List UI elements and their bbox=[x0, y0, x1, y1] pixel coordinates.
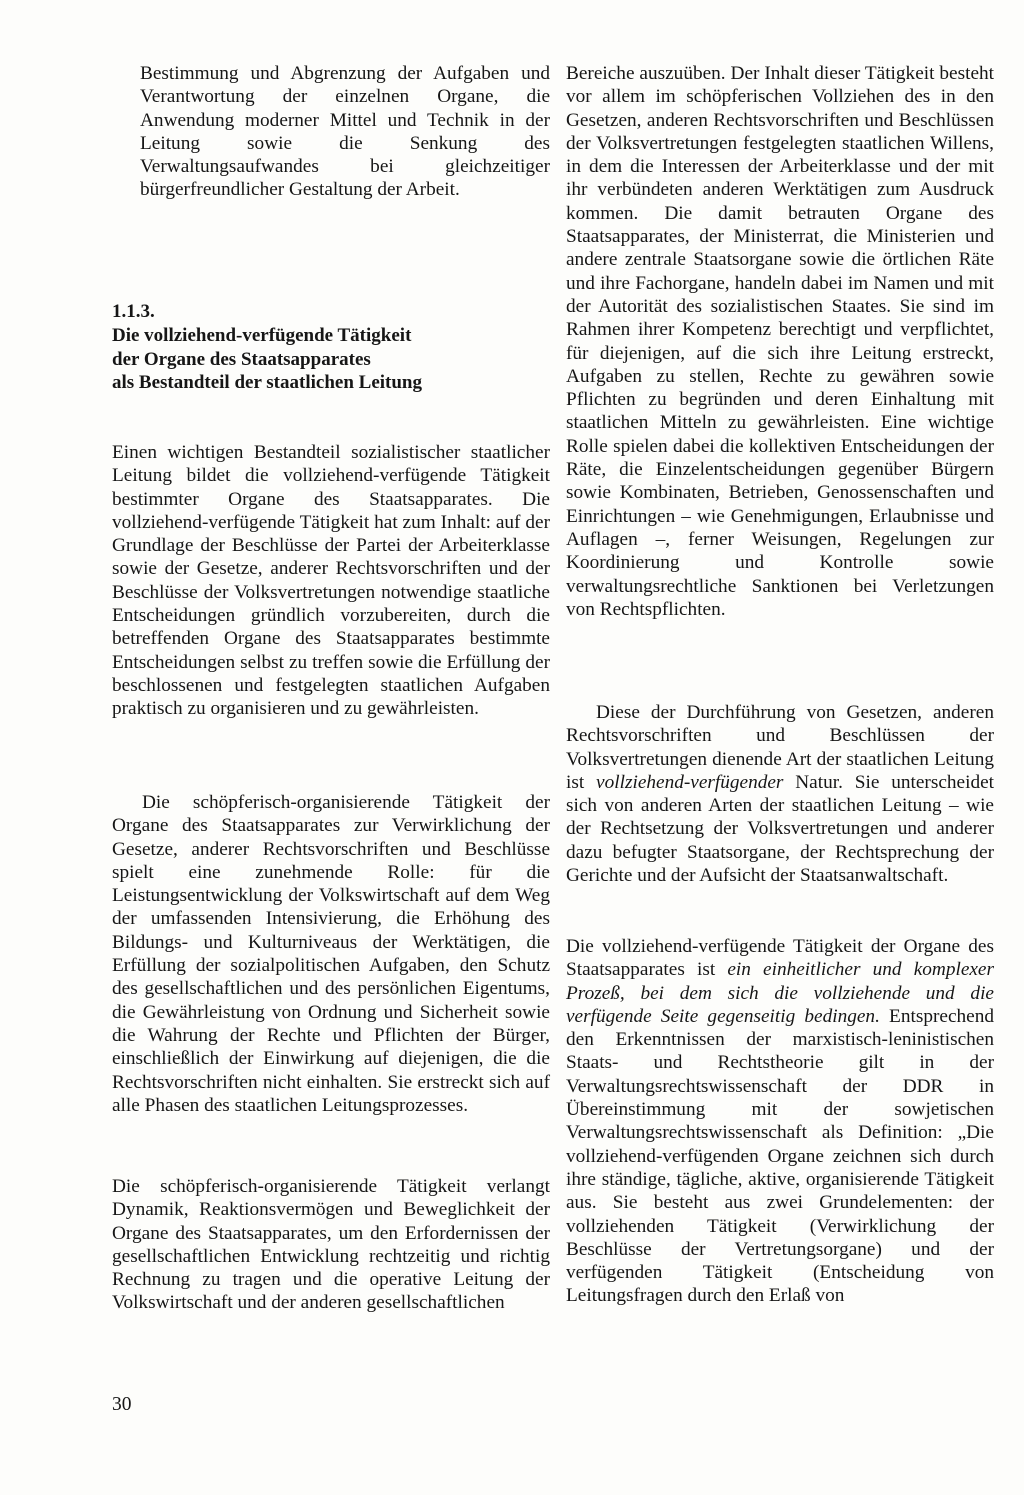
paragraph-right-2 bbox=[566, 701, 994, 887]
section-number: 1.1.3. bbox=[112, 301, 155, 322]
paragraph-2: Die schöpferisch-organisierende Tätigkeit der Organe des Staatsapparates zur Verwirklichung der Gesetze, anderer Rechtsvorschriften und Beschlüsse spielt eine zunehmende Rolle: für die Leistungsentwicklung der Volkswirtschaft auf dem Weg der umfassenden Intensivierung, die Erhöhung des Bildungs- und Kulturniveaus der Werktätigen, die Erfüllung der sozialpolitischen Aufgaben, den Schutz des gesellschaftlichen und des persönlichen Eigentums, die Gewährleistung von Ordnung und Sicherheit sowie die Wahrung der Rechte und Pflichten der Bürger, einschließlich der Einwirkung auf diejenigen, die die Rechtsvorschriften nicht einhalten. Sie erstreckt sich auf alle Phasen des staatlichen Leitungsprozesses. bbox=[112, 792, 550, 1116]
page-number: 30 bbox=[112, 1394, 132, 1415]
paragraph-3: Die schöpferisch-organisierende Tätigkeit verlangt Dynamik, Reaktionsvermögen und Beweglichkeit der Organe des Staatsapparates, um den Erfordernissen der gesellschaftlichen Entwicklung rechtzeitig und richtig Rechnung zu tragen und die operative Leitung der Volkswirtschaft und der anderen gesellschaftlichen bbox=[112, 1176, 550, 1314]
paragraph-right-3 bbox=[566, 935, 994, 1308]
section-heading bbox=[112, 300, 552, 395]
paragraph-1: Einen wichtigen Bestandteil sozialistischer staatlicher Leitung bildet die vollziehend-verfügende Tätigkeit bestimmter Organe des Staatsapparates. Die vollziehend-verfügende Tätigkeit hat zum Inhalt: auf der Grundlage der Beschlüsse der Partei der Arbeiterklasse sowie der Gesetze, anderer Rechtsvorschriften und der Beschlüsse der Volksvertretungen notwendige staatliche Entscheidungen gründlich vorzubereiten, durch die betreffenden Organe des Staatsapparates bestimmte Entscheidungen selbst zu treffen sowie die Erfüllung der beschlossenen und festgelegten staatlichen Aufgaben praktisch zu organisieren und zu gewährleisten. bbox=[112, 442, 550, 720]
paragraph-continuation: Bestimmung und Abgrenzung der Aufgaben und Verantwortung der einzelnen Organe, die Anwendung moderner Mittel und Technik in der Leitung sowie die Senkung des Verwaltungsaufwandes bei gleichzeitiger bürgerfreundlicher Gestaltung der Arbeit. bbox=[140, 63, 550, 201]
paragraph-right-3-text-a: Die vollziehend-verfügende Tätigkeit der Organe des Staatsapparates ist bbox=[566, 936, 994, 981]
paragraph-right-3-emphasis: ein einheitlicher und komplexer Prozeß, bei dem sich die vollziehende und die verfügende Seite gegenseitig bedingen. bbox=[566, 959, 994, 1027]
section-title-line-3: als Bestandteil der staatlichen Leitung bbox=[112, 372, 422, 394]
paragraph-right-2-text-a: Diese der Durchführung von Gesetzen, anderen Rechtsvorschriften und Beschlüssen der Volksvertretungen dienende Art der staatlichen Leitung ist bbox=[566, 702, 994, 793]
section-title-line-1: Die vollziehend-verfügende Tätigkeit bbox=[112, 324, 412, 346]
paragraph-right-3-text-b: Entsprechend den Erkenntnissen der marxistisch-leninistischen Staats- und Rechtstheorie gilt in der Verwaltungsrechtswissenschaft der DDR in Übereinstimmung mit der sowjetischen Verwaltungsrechtswissenschaft als Definition: „Die vollziehend-verfügenden Organe zeichnen sich durch ihre ständige, tägliche, aktive, organisierende Tätigkeit aus. Sie besteht aus zwei Grundelementen: der vollziehenden Tätigkeit (Verwirklichung der Beschlüsse der Vertretungsorgane) und der verfügenden Tätigkeit (Entscheidung von Leitungsfragen durch den Erlaß von bbox=[566, 1005, 994, 1307]
paragraph-right-1: Bereiche auszuüben. Der Inhalt dieser Tätigkeit besteht vor allem im schöpferischen Vollziehen des in den Gesetzen, anderen Rechtsvorschriften und Beschlüssen der Volksvertretungen festgelegten staatlichen Willens, in dem die Interessen der Arbeiterklasse und der mit ihr verbündeten anderen Werktätigen zum Ausdruck kommen. Die damit betrauten Organe des Staatsapparates, der Ministerrat, die Ministerien und andere zentrale Staatsorgane sowie die örtlichen Räte und ihre Fachorgane, handeln dabei im Namen und mit der Autorität des sozialistischen Staates. Sie sind im Rahmen ihrer Kompetenz berechtigt und verpflichtet, für diejenigen, auf die sich ihre Leitung erstreckt, Aufgaben zu stellen, Rechte zu gewähren sowie Pflichten zu begründen und deren Einhaltung mit staatlichen Mitteln zu gewährleisten. Eine wichtige Rolle spielen dabei die kollektiven Entscheidungen der Räte, die Einzelentscheidungen gegenüber Bürgern sowie Kombinaten, Betrieben, Genossenschaften und Einrichtungen – wie Genehmigungen, Erlaubnisse und Auflagen –, ferner Weisungen, Regelungen zur Koordinierung und Kontrolle sowie verwaltungsrechtliche Sanktionen bei Verletzungen von Rechtspflichten. bbox=[566, 63, 994, 620]
section-title-line-2: der Organe des Staatsapparates bbox=[112, 348, 371, 370]
paragraph-right-2-text-b: Natur. Sie unterscheidet sich von anderen Arten der staatlichen Leitung – wie der Rechtsetzung der Volksvertretungen und anderer dazu befugter Staatsorgane, der Rechtsprechung der Gerichte und der Aufsicht der Staatsanwaltschaft. bbox=[566, 771, 994, 887]
paragraph-right-2-emphasis: vollziehend-verfügender bbox=[596, 771, 784, 793]
